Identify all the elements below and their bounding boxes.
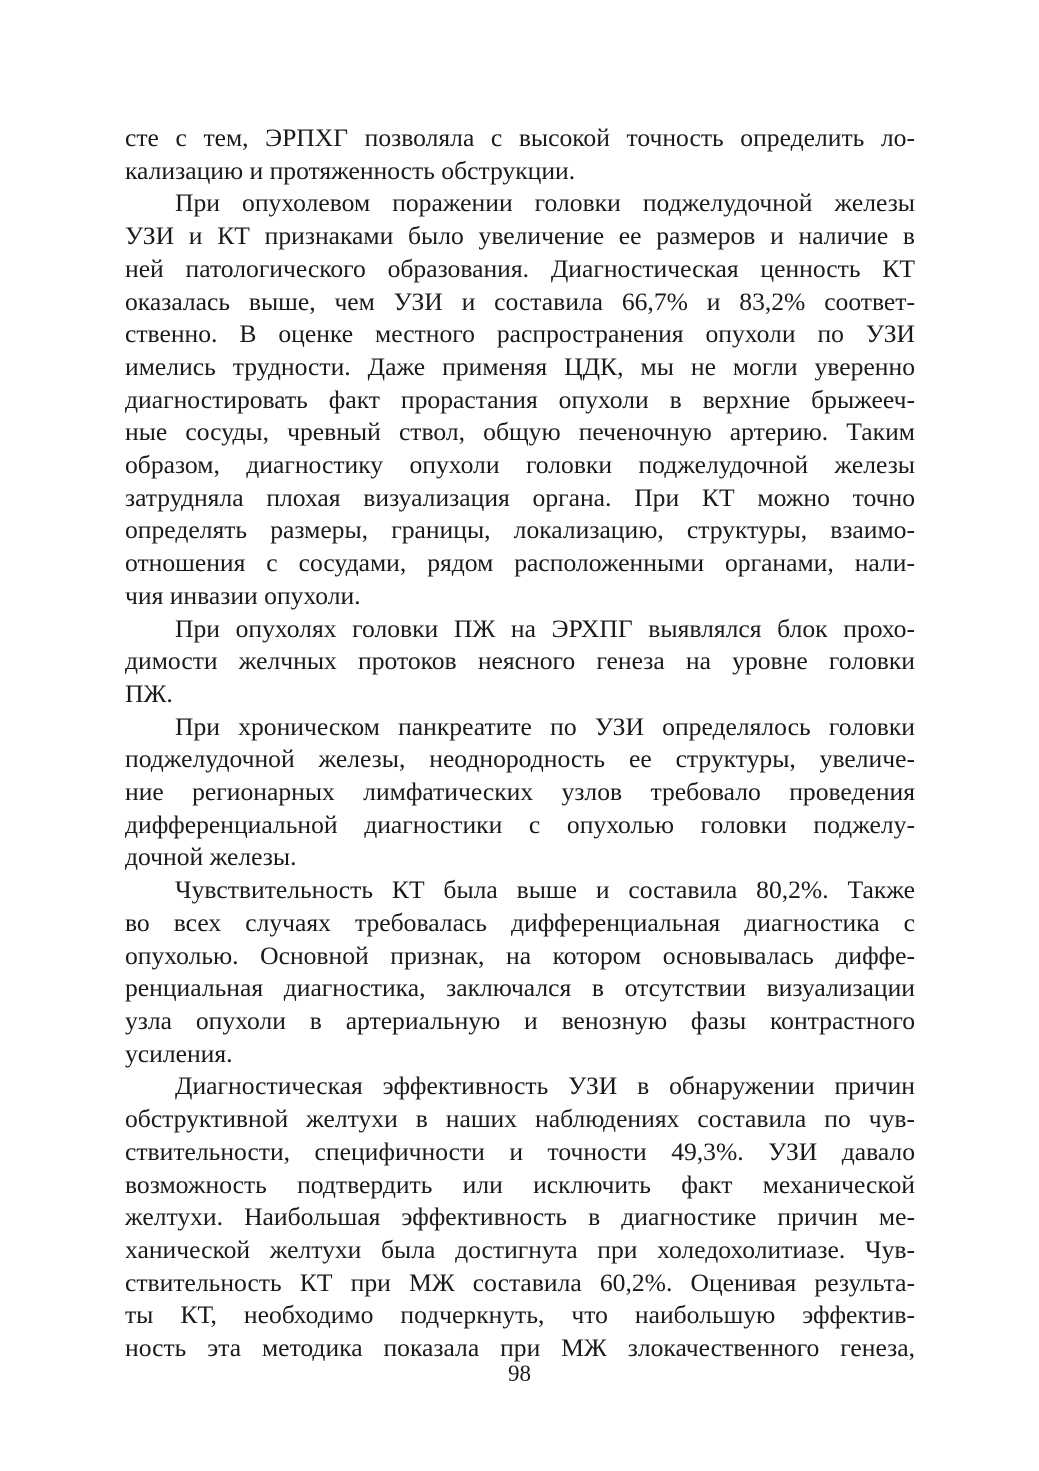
- text-line: ней патологического образования. Диагностическая ценность КТ: [125, 253, 915, 283]
- page-body: [125, 122, 915, 1365]
- text-line: ные сосуды, чревный ствол, общую печеночную артерию. Таким: [125, 417, 915, 447]
- text-line: ханической желтухи была достигнута при холедохолитиазе. Чув-: [125, 1234, 915, 1264]
- paragraph-3: [125, 613, 915, 711]
- text-line: опухолью. Основной признак, на котором основывалась диффе-: [125, 940, 915, 970]
- text-line: затрудняла плохая визуализация органа. При КТ можно точно: [125, 482, 915, 512]
- text-line: димости желчных протоков неясного генеза на уровне головки: [125, 646, 915, 676]
- paragraph-1: [125, 122, 915, 187]
- text-line: ность эта методика показала при МЖ злокачественного генеза,: [125, 1333, 915, 1363]
- text-line: ПЖ.: [125, 678, 173, 708]
- text-line: возможность подтвердить или исключить факт механической: [125, 1169, 915, 1199]
- text-line: кализацию и протяженность обструкции.: [125, 155, 576, 185]
- text-line: диагностировать факт прорастания опухоли в верхние брыжееч-: [125, 384, 915, 414]
- text-line: При опухолях головки ПЖ на ЭРХПГ выявлялся блок прохо-: [175, 613, 915, 643]
- text-line: имелись трудности. Даже применяя ЦДК, мы не могли уверенно: [125, 351, 915, 381]
- text-line: во всех случаях требовалась дифференциальная диагностика с: [125, 907, 915, 937]
- text-line: Чувствительность КТ была выше и составила 80,2%. Также: [175, 875, 915, 905]
- text-line: ты КТ, необходимо подчеркнуть, что наибольшую эффектив-: [125, 1300, 915, 1330]
- text-line: отношения с сосудами, рядом расположенными органами, нали-: [125, 548, 915, 578]
- text-line: ственно. В оценке местного распространения опухоли по УЗИ: [125, 319, 915, 349]
- text-line: ние регионарных лимфатических узлов требовало проведения: [125, 777, 915, 807]
- text-line: дифференциальной диагностики с опухолью головки поджелу-: [125, 809, 915, 839]
- text-line: поджелудочной железы, неоднородность ее структуры, увеличе-: [125, 744, 915, 774]
- text-line: обструктивной желтухи в наших наблюдениях составила по чув-: [125, 1104, 915, 1134]
- text-line: сте с тем, ЭРПХГ позволяла с высокой точность определить ло-: [125, 123, 915, 152]
- text-line: определять размеры, границы, локализацию, структуры, взаимо-: [125, 515, 915, 545]
- paragraph-2: [125, 187, 915, 612]
- text-line: При опухолевом поражении головки поджелудочной железы: [175, 188, 915, 218]
- text-line: ствительности, специфичности и точности 49,3%. УЗИ давало: [125, 1136, 915, 1166]
- text-line: дочной железы.: [125, 842, 297, 872]
- text-line: При хроническом панкреатите по УЗИ определялось головки: [175, 711, 915, 741]
- text-line: усиления.: [125, 1038, 233, 1068]
- text-line: чия инвазии опухоли.: [125, 580, 361, 610]
- page-number: 98: [508, 1361, 531, 1386]
- text-line: оказалась выше, чем УЗИ и составила 66,7% и 83,2% соответ-: [125, 286, 915, 316]
- paragraph-5: [125, 874, 915, 1070]
- paragraph-4: [125, 711, 915, 875]
- text-line: УЗИ и КТ признаками было увеличение ее размеров и наличие в: [125, 221, 915, 251]
- text-line: ренциальная диагностика, заключался в отсутствии визуализации: [125, 973, 915, 1003]
- text-line: узла опухоли в артериальную и венозную фазы контрастного: [125, 1005, 915, 1035]
- text-line: ствительность КТ при МЖ составила 60,2%. Оценивая результа-: [125, 1267, 915, 1297]
- text-line: желтухи. Наибольшая эффективность в диагностике причин ме-: [125, 1202, 915, 1232]
- text-line: Диагностическая эффективность УЗИ в обнаружении причин: [175, 1071, 915, 1101]
- paragraph-6: [125, 1070, 915, 1364]
- text-line: образом, диагностику опухоли головки поджелудочной железы: [125, 450, 915, 480]
